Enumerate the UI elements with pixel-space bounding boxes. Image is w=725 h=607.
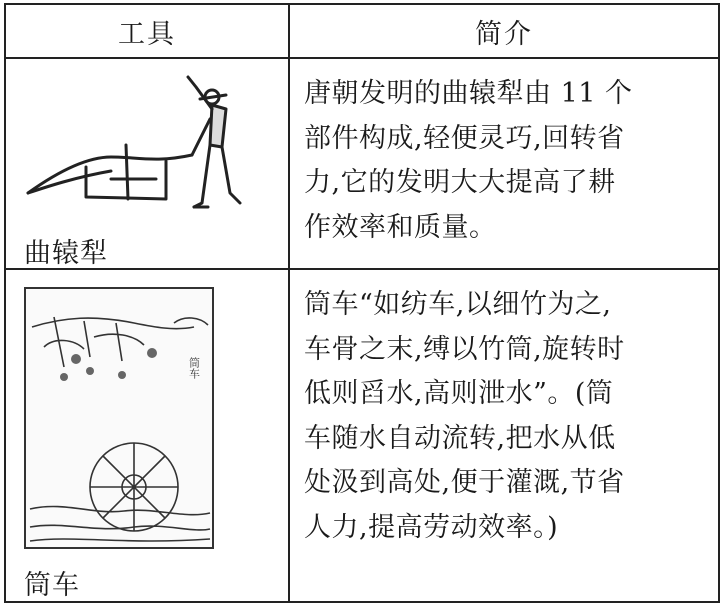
row-divider — [6, 268, 718, 270]
header-intro: 简介 — [475, 18, 533, 50]
tool-description — [304, 72, 714, 250]
description-line: 唐朝发明的曲辕犁由 11 个 — [304, 78, 633, 109]
description-line: 人力,提高劳动效率。) — [304, 511, 559, 543]
tool-name: 曲辕犁 — [24, 238, 108, 269]
description-line: 作效率和质量。 — [304, 211, 497, 243]
illustration-caption: 筒车 — [187, 357, 201, 379]
description-line: 车随水自动流转,把水从低 — [304, 422, 616, 454]
column-divider — [288, 5, 290, 601]
description-line: 处汲到高处,便于灌溉,节省 — [304, 467, 625, 498]
description-line: 车骨之末,缚以竹筒,旋转时 — [304, 333, 625, 365]
description-line: 部件构成,轻便灵巧,回转省 — [304, 122, 625, 154]
description-line: 力,它的发明大大提高了耕 — [304, 167, 616, 198]
tool-description — [304, 283, 714, 550]
plowing-farmer-illustration — [16, 75, 266, 220]
water-wheel-illustration — [24, 287, 214, 549]
tools-table — [4, 3, 720, 603]
tool-name: 筒车 — [24, 570, 80, 601]
header-divider — [6, 57, 718, 59]
header-tool: 工具 — [118, 18, 176, 50]
description-line: 筒车“如纺车,以细竹为之, — [304, 289, 612, 320]
description-line: 低则舀水,高则泄水”。(筒 — [304, 378, 614, 409]
